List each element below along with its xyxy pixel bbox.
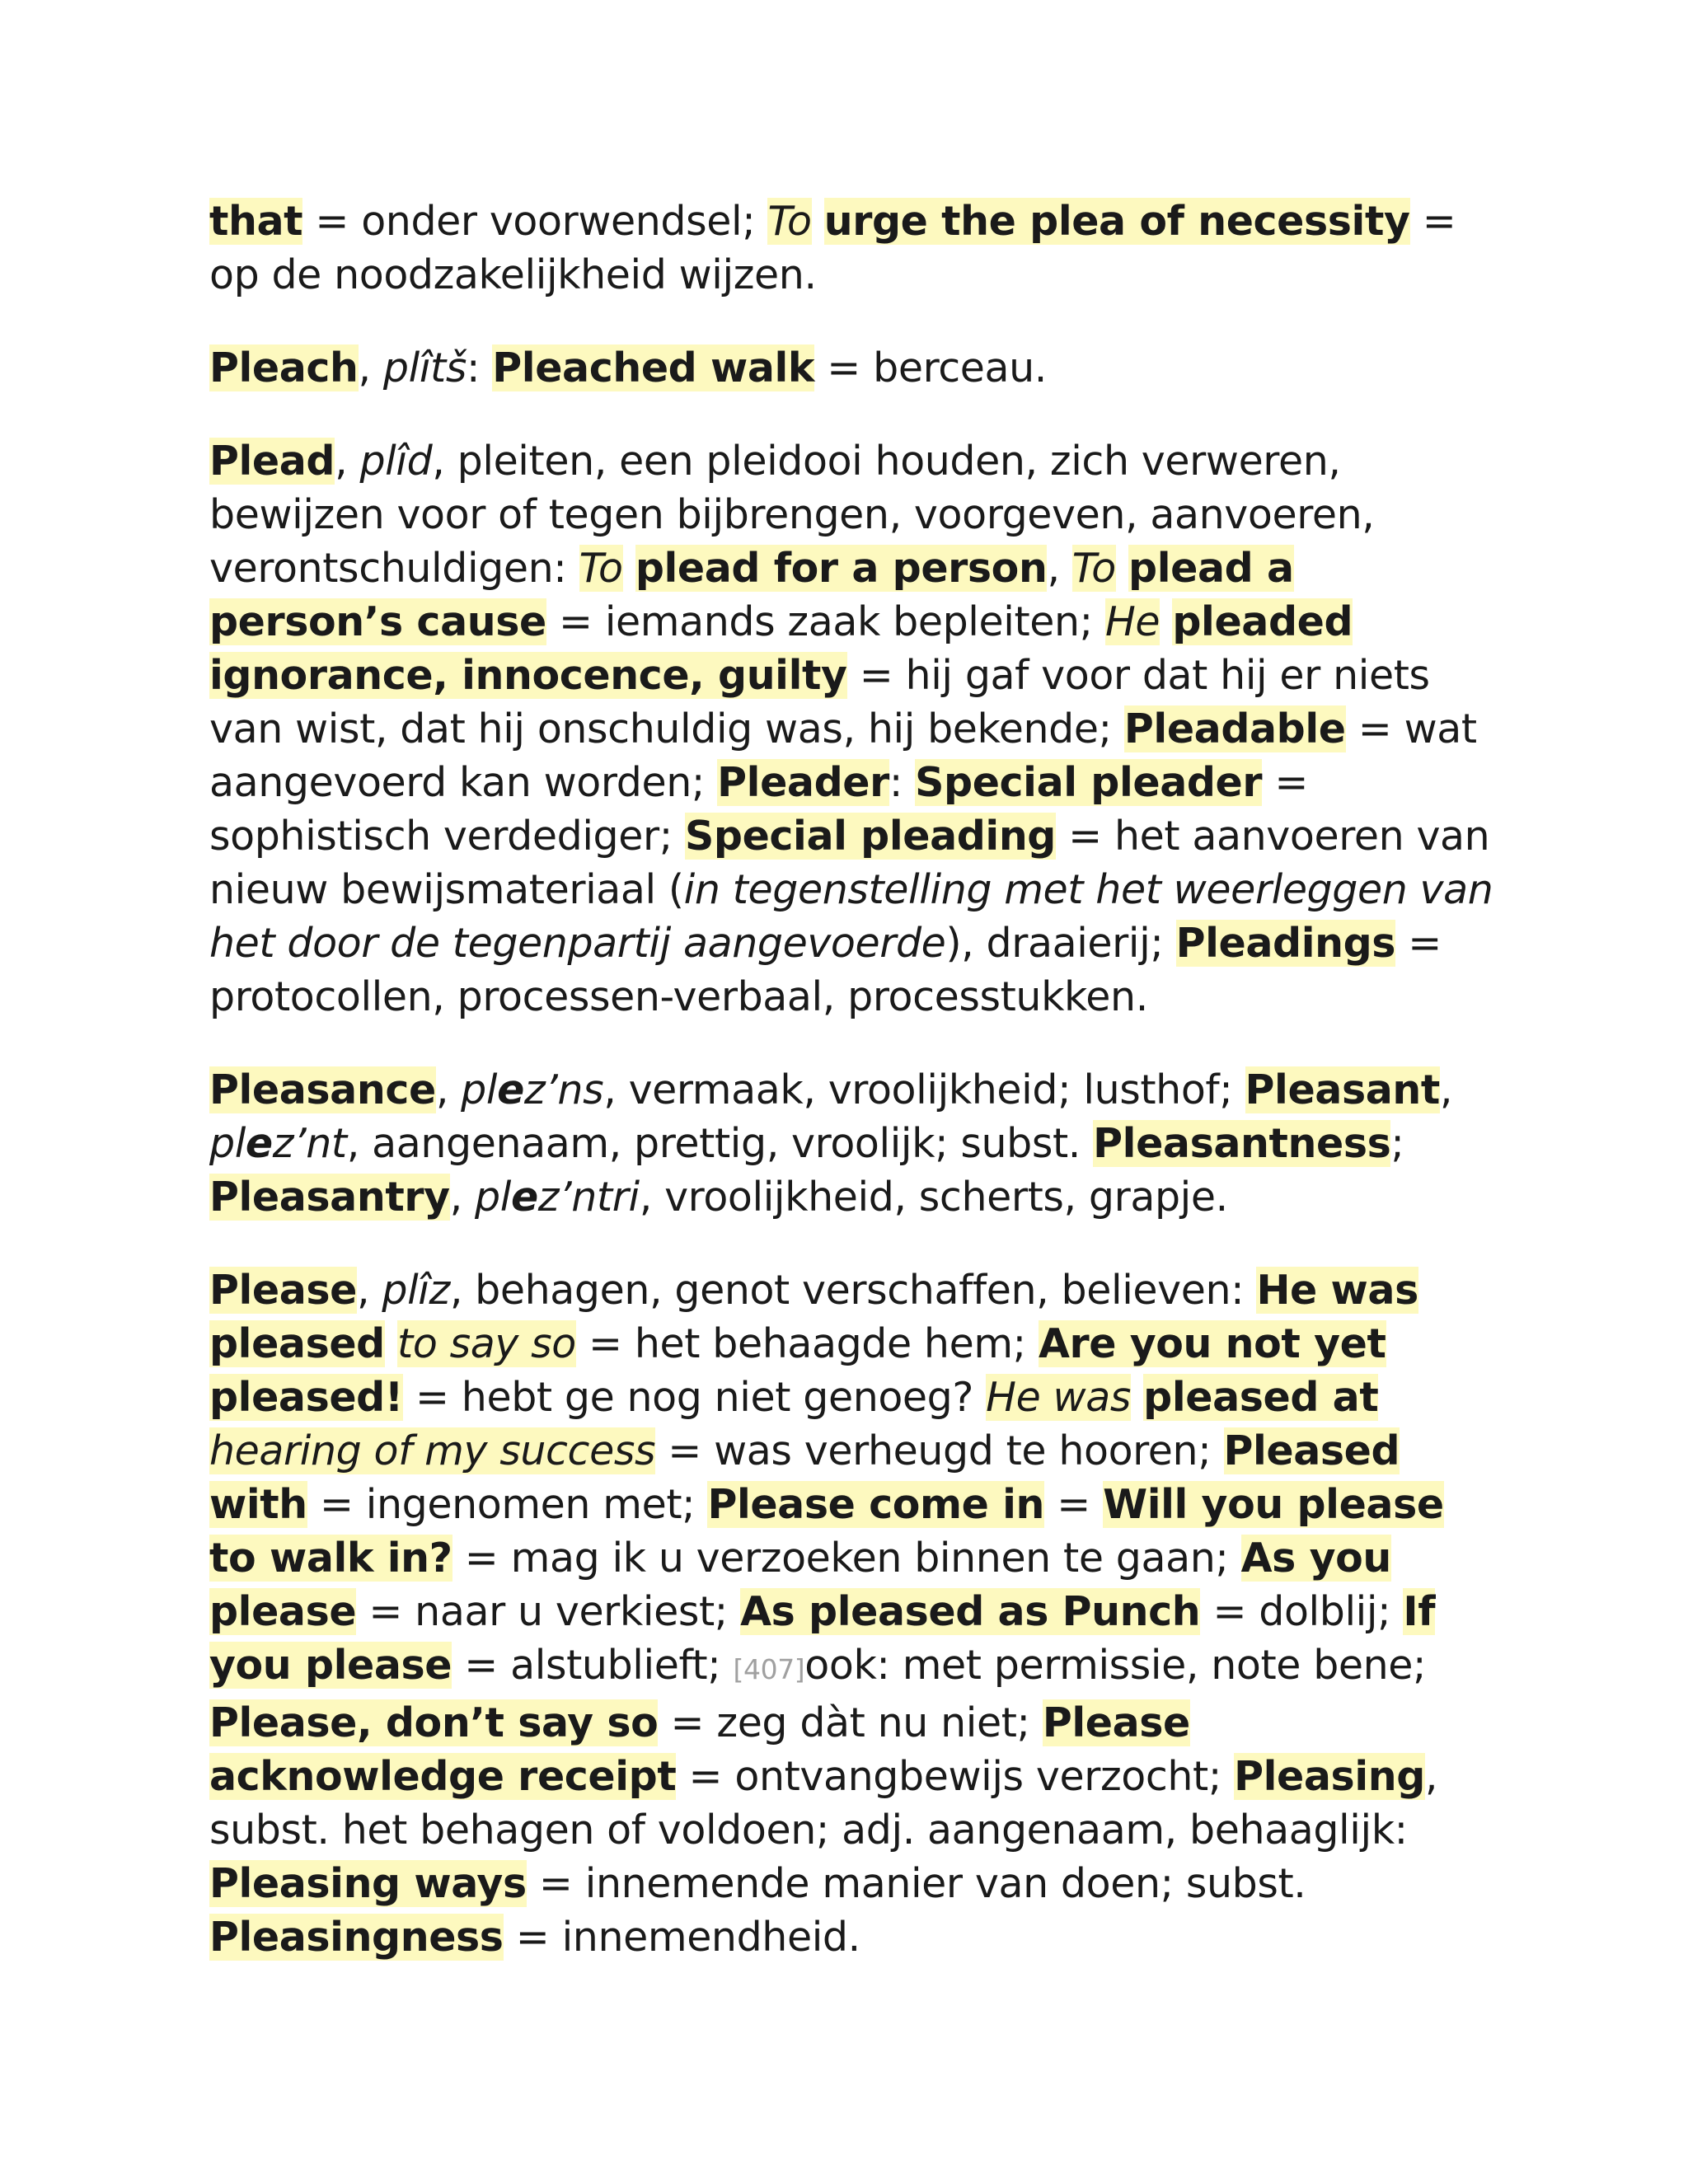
definition-text: = hebt ge nog niet genoeg?: [402, 1374, 987, 1421]
definition-text: ;: [1390, 1120, 1404, 1167]
headword-highlight: Pleadings: [1175, 920, 1396, 967]
headword-highlight: Plead: [209, 438, 335, 485]
definition-text: ,: [435, 1066, 462, 1113]
definition-text: = was verheugd te hooren;: [655, 1427, 1224, 1474]
definition-text: :: [889, 759, 916, 806]
headword-highlight: Pleasantry: [209, 1174, 450, 1221]
headword-highlight: He was pleased: [209, 1267, 1418, 1367]
headword-highlight: that: [209, 198, 303, 245]
headword-highlight: Pleadable: [1123, 705, 1346, 752]
entry-pleasance: [209, 1063, 1495, 1224]
definition-text: = ingenomen met;: [307, 1481, 708, 1528]
entry-plea-continued: [209, 194, 1495, 302]
headword-highlight: plead a person’s cause: [209, 545, 1294, 645]
definition-text: [623, 545, 635, 592]
definition-text: = mag ik u verzoeken binnen te gaan;: [452, 1535, 1241, 1582]
definition-text: , pleiten, een pleidooi houden, zich verweren, bewijzen voor of tegen bijbrengen, voorgeven, aanvoeren, verontschuldigen:: [209, 438, 1375, 592]
pronunciation-italic: in tegenstelling met het weerleggen van het door de tegenpartij aangevoerde: [209, 866, 1493, 967]
headword-highlight: plead for a person: [635, 545, 1048, 592]
definition-text: , vroolijkheid, scherts, grapje.: [639, 1174, 1228, 1221]
definition-text: [385, 1320, 397, 1367]
headword-highlight: pleased at: [1143, 1374, 1379, 1421]
pronunciation-italic: z’ntri: [537, 1174, 640, 1221]
headword-highlight: urge the plea of necessity: [823, 198, 1410, 245]
pronunciation-italic: plîz: [382, 1267, 450, 1314]
italic-highlight: He: [1104, 598, 1160, 645]
definition-text: , behagen, genot verschaffen, believen:: [449, 1267, 1257, 1314]
definition-text: = zeg dàt nu niet;: [658, 1699, 1043, 1746]
headword-highlight: Please acknowledge receipt: [209, 1699, 1190, 1800]
italic-highlight: To: [1071, 545, 1116, 592]
definition-text: ,: [449, 1174, 476, 1221]
definition-text: ,: [1047, 545, 1072, 592]
definition-text: = alstublieft;: [452, 1642, 734, 1689]
pronunciation-italic: pl: [461, 1066, 498, 1113]
definition-text: = berceau.: [814, 344, 1047, 391]
pronunciation-italic: z’nt: [272, 1120, 347, 1167]
stressed-vowel: e: [497, 1066, 524, 1113]
definition-text: = iemands zaak bepleiten;: [546, 598, 1105, 645]
headword-highlight: Pleasance: [209, 1066, 436, 1113]
entry-plead: [209, 434, 1495, 1024]
headword-highlight: Special pleading: [685, 813, 1056, 860]
stressed-vowel: e: [510, 1174, 538, 1221]
definition-text: = op de noodzakelijkheid wijzen.: [209, 198, 1456, 298]
headword-highlight: Pleasantness: [1093, 1120, 1391, 1167]
definition-text: :: [466, 344, 493, 391]
italic-highlight: He was: [986, 1374, 1131, 1421]
page-number-marker: [407]: [733, 1653, 805, 1685]
headword-highlight: As you please: [209, 1535, 1391, 1635]
definition-text: ), draaierij;: [945, 920, 1176, 967]
italic-highlight: To: [767, 198, 812, 245]
definition-text: =: [1044, 1481, 1104, 1528]
headword-highlight: Pleased with: [209, 1427, 1400, 1528]
headword-highlight: Pleasing ways: [209, 1860, 527, 1907]
headword-highlight: Pleasant: [1245, 1066, 1440, 1113]
headword-highlight: Please: [209, 1267, 358, 1314]
definition-text: = protocollen, processen-verbaal, processtukken.: [209, 920, 1442, 1020]
headword-highlight: Will you please to walk in?: [209, 1481, 1444, 1582]
definition-text: , vermaak, vroolijkheid; lusthof;: [603, 1066, 1245, 1113]
definition-text: = onder voorwendsel;: [302, 198, 768, 245]
headword-highlight: Pleached walk: [492, 344, 815, 391]
definition-text: [1131, 1374, 1143, 1421]
definition-text: = het aanvoeren van nieuw bewijsmateriaal (: [209, 813, 1490, 913]
italic-highlight: to say so: [397, 1320, 576, 1367]
headword-highlight: pleaded ignorance, innocence, guilty: [209, 598, 1353, 699]
definition-text: = sophistisch verdediger;: [209, 759, 1308, 860]
definition-text: ,: [358, 344, 383, 391]
headword-highlight: Pleach: [209, 344, 359, 391]
definition-text: [1116, 545, 1128, 592]
pronunciation-italic: z’ns: [523, 1066, 604, 1113]
headword-highlight: Pleader: [717, 759, 889, 806]
pronunciation-italic: pl: [209, 1120, 246, 1167]
entry-please: [209, 1263, 1495, 1964]
pronunciation-italic: pl: [475, 1174, 511, 1221]
definition-text: ,: [1439, 1066, 1453, 1113]
definition-text: ,: [335, 438, 360, 485]
entry-pleach: [209, 341, 1495, 395]
definition-text: ook: met permissie, note bene;: [804, 1642, 1427, 1689]
definition-text: [1160, 598, 1172, 645]
definition-text: = ontvangbewijs verzocht;: [676, 1753, 1235, 1800]
definition-text: = het behaagde hem;: [575, 1320, 1039, 1367]
headword-highlight: Special pleader: [915, 759, 1263, 806]
stressed-vowel: e: [245, 1120, 273, 1167]
definition-text: = innemende manier van doen; subst.: [526, 1860, 1306, 1907]
definition-text: = naar u verkiest;: [356, 1588, 741, 1635]
italic-highlight: hearing of my success: [209, 1427, 656, 1474]
pronunciation-italic: plîtš: [382, 344, 467, 391]
italic-highlight: To: [579, 545, 623, 592]
headword-highlight: Please come in: [707, 1481, 1045, 1528]
headword-highlight: Please, don’t say so: [209, 1699, 659, 1746]
headword-highlight: As pleased as Punch: [740, 1588, 1201, 1635]
definition-text: [812, 198, 824, 245]
pronunciation-italic: plîd: [359, 438, 433, 485]
headword-highlight: Are you not yet pleased!: [209, 1320, 1386, 1421]
headword-highlight: If you please: [209, 1588, 1436, 1689]
definition-text: , subst. het behagen of voldoen; adj. aangenaam, behaaglijk:: [209, 1753, 1438, 1854]
definition-text: , aangenaam, prettig, vroolijk; subst.: [346, 1120, 1094, 1167]
headword-highlight: Pleasing: [1234, 1753, 1425, 1800]
definition-text: = hij gaf voor dat hij er niets van wist, dat hij onschuldig was, hij bekende;: [209, 652, 1430, 752]
headword-highlight: Pleasingness: [209, 1914, 504, 1961]
definition-text: ,: [357, 1267, 382, 1314]
dictionary-page: [209, 194, 1495, 2004]
definition-text: = dolblij;: [1200, 1588, 1404, 1635]
definition-text: = innemendheid.: [503, 1914, 860, 1961]
definition-text: = wat aangevoerd kan worden;: [209, 705, 1477, 806]
